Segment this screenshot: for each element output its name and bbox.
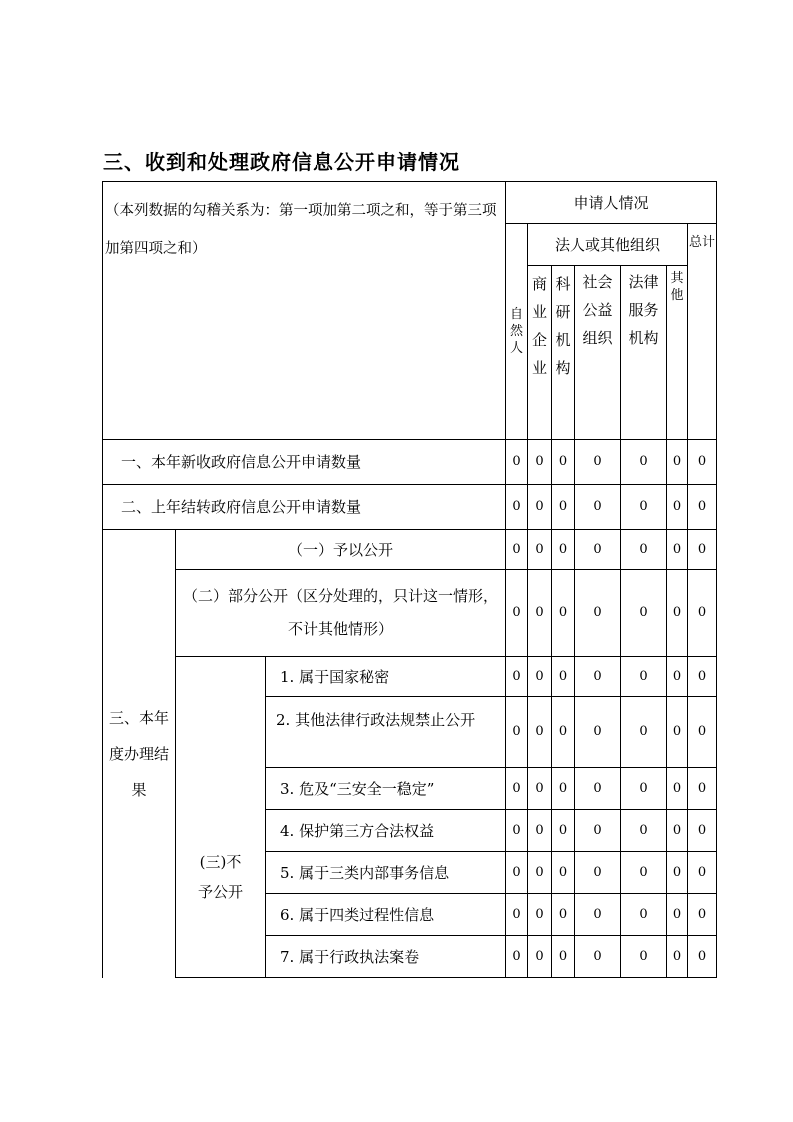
cell: 0	[575, 810, 621, 852]
cell: 0	[621, 810, 667, 852]
cell: 0	[688, 530, 717, 570]
results-group-label: 三、本年度办理结果	[103, 530, 176, 978]
commercial-header: 商业企业	[528, 266, 552, 440]
cell: 0	[688, 440, 717, 485]
cell: 0	[667, 485, 688, 530]
cell: 0	[506, 657, 528, 697]
cell: 0	[621, 768, 667, 810]
cell: 0	[528, 530, 552, 570]
row-internal-affairs: 5. 属于三类内部事务信息	[266, 852, 506, 894]
cell: 0	[528, 697, 552, 768]
row-security-stability: 3. 危及“三安全一稳定”	[266, 768, 506, 810]
cell: 0	[621, 852, 667, 894]
cell: 0	[552, 697, 575, 768]
cell: 0	[552, 894, 575, 936]
cell: 0	[552, 440, 575, 485]
cell: 0	[621, 657, 667, 697]
cell: 0	[667, 768, 688, 810]
row-process-info: 6. 属于四类过程性信息	[266, 894, 506, 936]
cell: 0	[621, 440, 667, 485]
cell: 0	[688, 485, 717, 530]
cell: 0	[528, 485, 552, 530]
cell: 0	[667, 852, 688, 894]
cell: 0	[621, 530, 667, 570]
cell: 0	[575, 530, 621, 570]
row-law-prohibited: 2. 其他法律行政法规禁止公开	[266, 697, 506, 768]
cell: 0	[552, 530, 575, 570]
other-header: 其他	[667, 266, 688, 440]
cell: 0	[528, 440, 552, 485]
cell: 0	[552, 570, 575, 657]
cell: 0	[667, 657, 688, 697]
cell: 0	[552, 852, 575, 894]
cell: 0	[667, 894, 688, 936]
cell: 0	[506, 936, 528, 978]
cell: 0	[621, 570, 667, 657]
cell: 0	[552, 936, 575, 978]
row-enforcement-files: 7. 属于行政执法案卷	[266, 936, 506, 978]
cell: 0	[506, 894, 528, 936]
cell: 0	[506, 768, 528, 810]
non-disclosure-group-label: (三)不予公开	[176, 657, 266, 978]
cell: 0	[688, 570, 717, 657]
research-header: 科研机构	[552, 266, 575, 440]
disclosure-table	[102, 181, 717, 978]
cell: 0	[552, 485, 575, 530]
total-header: 总计	[688, 224, 717, 440]
cell: 0	[528, 657, 552, 697]
row-full-disclosure: （一）予以公开	[176, 530, 506, 570]
cell: 0	[528, 852, 552, 894]
cell: 0	[575, 697, 621, 768]
cell: 0	[506, 810, 528, 852]
cell: 0	[667, 810, 688, 852]
cell: 0	[688, 810, 717, 852]
cell: 0	[528, 936, 552, 978]
row-state-secret: 1. 属于国家秘密	[266, 657, 506, 697]
natural-person-header: 自然人	[506, 224, 528, 440]
cell: 0	[688, 936, 717, 978]
cell: 0	[506, 697, 528, 768]
table-note: （本列数据的勾稽关系为：第一项加第二项之和，等于第三项加第四项之和）	[103, 182, 506, 440]
cell: 0	[506, 852, 528, 894]
cell: 0	[688, 657, 717, 697]
cell: 0	[575, 852, 621, 894]
cell: 0	[506, 530, 528, 570]
cell: 0	[667, 936, 688, 978]
cell: 0	[575, 485, 621, 530]
section-title: 三、收到和处理政府信息公开申请情况	[103, 150, 460, 174]
cell: 0	[688, 852, 717, 894]
cell: 0	[528, 894, 552, 936]
cell: 0	[575, 768, 621, 810]
cell: 0	[506, 440, 528, 485]
cell: 0	[621, 894, 667, 936]
social-welfare-header: 社会公益组织	[575, 266, 621, 440]
row-carryover: 二、上年结转政府信息公开申请数量	[103, 485, 506, 530]
cell: 0	[667, 440, 688, 485]
cell: 0	[667, 570, 688, 657]
cell: 0	[552, 657, 575, 697]
cell: 0	[688, 894, 717, 936]
cell: 0	[621, 936, 667, 978]
legal-service-header: 法律服务机构	[621, 266, 667, 440]
cell: 0	[575, 936, 621, 978]
cell: 0	[688, 697, 717, 768]
cell: 0	[575, 894, 621, 936]
applicant-header: 申请人情况	[506, 182, 717, 224]
cell: 0	[688, 768, 717, 810]
cell: 0	[506, 485, 528, 530]
cell: 0	[528, 810, 552, 852]
cell: 0	[621, 485, 667, 530]
cell: 0	[667, 697, 688, 768]
cell: 0	[621, 697, 667, 768]
cell: 0	[528, 768, 552, 810]
row-partial-disclosure: （二）部分公开（区分处理的，只计这一情形，不计其他情形）	[176, 570, 506, 657]
cell: 0	[575, 657, 621, 697]
cell: 0	[506, 570, 528, 657]
row-third-party: 4. 保护第三方合法权益	[266, 810, 506, 852]
cell: 0	[552, 810, 575, 852]
cell: 0	[575, 570, 621, 657]
cell: 0	[575, 440, 621, 485]
legal-group-header: 法人或其他组织	[528, 224, 688, 266]
cell: 0	[667, 530, 688, 570]
cell: 0	[552, 768, 575, 810]
row-new-requests: 一、本年新收政府信息公开申请数量	[103, 440, 506, 485]
cell: 0	[528, 570, 552, 657]
